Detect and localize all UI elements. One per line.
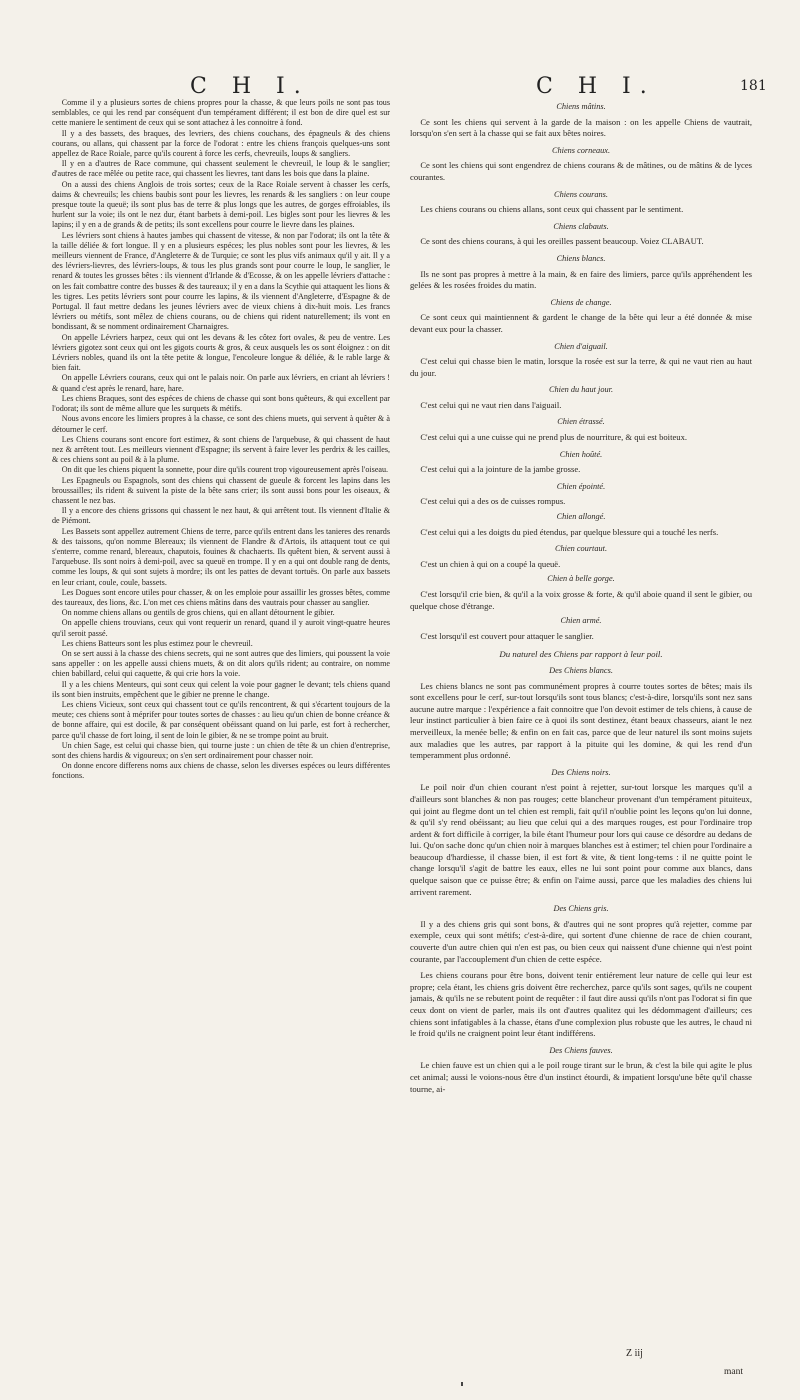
right-paragraph: Ce sont les chiens qui servent à la garde de la maison : on les appelle Chiens de vautrait, lorsqu'on s'en sert à la chasse qui se fait aux bêtes noires.: [410, 116, 752, 139]
right-paragraph: C'est celui qui a une cuisse qui ne prend plus de nourriture, & qui est boiteux.: [420, 432, 688, 443]
left-paragraph: Les Chiens courans sont encore fort estimez, & sont chiens de l'arquebuse, & qui chassent de haut nez & arrêtent tout. Les meilleurs viennent d'Espagne; ils servent à faire lever les perdrix & les cailles, & ces chiens sont au poil & à la plume.: [52, 434, 390, 465]
left-paragraph: On appelle Lévriers harpez, ceux qui ont les devans & les côtez fort ovales, & peu de ventre. Les lévriers gigotez sont ceux qui ont les gigots courts & gros, & ceux ausquels les os sont éloignez : on dit Lévriers nobles, quand ils ont la tête petite & longue, l'encoleure longue & déliée, & le rable large & bien fait.: [52, 332, 390, 373]
left-paragraph: On a aussi des chiens Anglois de trois sortes; ceux de la Race Roiale servent à chasser les cerfs, daims & chevreuils; les chiens baubis sont pour les lievres, les renards & les sangliers : on leur coupe presque toute la queuë; ils sont plus bas de terre & plus longs que les autres, de gorges effroiables, ils hurlent sur la voie; ils ont le nez dur, étant barbets à demi-poil. Les bigles sont pour les lievres & les lapins; il y en a de grands & de petits; ils sont excellens pour courre le lievre dans les plaines.: [52, 179, 390, 230]
signature-mark: Z iij: [626, 1348, 643, 1359]
left-paragraph: Nous avons encore les limiers propres à la chasse, ce sont des chiens muets, qui servent à quêter & à détourner le cerf.: [52, 414, 390, 434]
right-paragraph: Ce sont ceux qui maintiennent & gardent le change de la bête qui leur a été donnée & mise devant eux pour la chasser.: [410, 312, 752, 334]
ink-speck: [461, 1382, 463, 1386]
page-number: 181: [740, 78, 767, 94]
left-paragraph: Il y a encore des chiens grissons qui chassent le nez haut, & qui arrêtent tout. Ils viennent d'Italie & de Piémont.: [52, 506, 390, 526]
left-text-column: [52, 98, 390, 1342]
right-paragraph: Ils ne sont pas propres à mettre à la main, & en faire des limiers, parce qu'ils appréhendent les gelées & les rosées froides du matin.: [410, 268, 752, 291]
left-paragraph: Les Bassets sont appellez autrement Chiens de terre, parce qu'ils entrent dans les tanieres des renards & des taissons, qu'on nomme Blereaux; ils viennent de Flandre & d'Artois, ils attaquent tout ce qui s'enterre, comme renard, blereaux, chaputois, fouines & chachaerts. Ils quêtent bien, & servent aussi à l'arquebuse. Ils sont noirs à demi-poil, avec sa queuë en trompe. Il y en a qui ont double rang de dents, comme les loups, & qui sont sujets à mordre; ils ont les pattes de devant tortuës. On parle aux bassets en leur criant, coule, coule, bassets.: [52, 526, 390, 587]
left-paragraph: Les chiens Vicieux, sont ceux qui chassent tout ce qu'ils rencontrent, & qui s'écartent toujours de la meute; ces chiens sont à méprifer pour toutes sortes de chasses : au lieu qu'un chien de bonne créance & de bonne affaire, qui est docile, & par conséquent obéissant quand on lui parle, est fort à rechercher, parce qu'il chasse de fort loing, il sent de loin le gibier, & ne se trompe point au bruit.: [52, 699, 390, 740]
right-paragraph: C'est celui qui a la jointure de la jambe grosse.: [420, 464, 581, 475]
left-paragraph: On se sert aussi à la chasse des chiens secrets, qui ne sont autres que des limiers, qui poussent la voie sans appeller : on les appelle aussi chiens muets, & on dit alors qu'ils rident; au contraire, on nomme chien babillard, celui qui caquette, & qui crie hors la voie.: [52, 648, 390, 679]
section-subheading: Chien allongé.: [556, 512, 606, 522]
section-subheading: Chiens clabauts.: [553, 221, 609, 231]
left-paragraph: On donne encore differens noms aux chiens de chasse, selon les diverses espéces ou leurs différentes fonctions.: [52, 761, 390, 781]
left-paragraph: Les chiens Batteurs sont les plus estimez pour le chevreuil.: [61, 638, 253, 648]
section-subheading: Des Chiens fauves.: [549, 1045, 613, 1055]
section-subheading: Chien courtaut.: [554, 544, 608, 554]
section-subheading: Chiens mâtins.: [556, 102, 606, 111]
left-paragraph: Il y a les chiens Menteurs, qui sont ceux qui celent la voie pour gagner le devant; tels chiens quand ils sont bien instruits, empêchent que le gibier ne prenne le change.: [52, 679, 390, 699]
section-subheading: Chien armé.: [560, 616, 602, 626]
right-paragraph: Ce sont les chiens qui sont engendrez de chiens courans & de mâtines, ou de mâtins & de lyces courantes.: [410, 160, 752, 182]
right-paragraph: Le chien fauve est un chien qui a le poil rouge tirant sur le brun, & c'est la bile qui agite le plus cet animal; aussi le voions-nous être d'un instinct étourdi, & impatient lorsqu'une bête qu'il chasse tourne, ai-: [410, 1060, 752, 1094]
right-paragraph: C'est celui qui ne vaut rien dans l'aiguail.: [420, 399, 562, 410]
right-paragraph: Ce sont des chiens courans, à qui les oreilles passent beaucoup. Voiez CLABAUT.: [420, 236, 704, 247]
left-paragraph: Les chiens Braques, sont des espéces de chiens de chasse qui sont bons quêteurs, & qui excellent par l'odorat; ils sont de même allure que les surquets & métifs.: [52, 393, 390, 414]
right-paragraph: Le poil noir d'un chien courant n'est point à rejetter, sur-tout lorsque les marques qu'il a d'ailleurs sont blanches & non pas rouges; cette blancheur provenant d'un tempérament pituiteux, qui joint au flegme dont un tel chien est rempli, fait qu'il n'oublie point les leçons qu'on lui donne, & qu'il s'y rend obéissant; au lieu que celui qui a des marques rouges, est pour l'ordinaire trop ardent & fort difficile à corriger, la bile étant l'humeur pour lors qui cause ce désordre au dedans de lui. Qu'on sache donc qu'un chien noir à marques blanches est à estimer; tel chien pour l'ordinaire a beaucoup d'hardiesse, il chasse bien, il est fort & vite, & tient long-tems : il ne quitte point le change lorsqu'il s'agit de battre les eaux, elles ne lui sont point pour comme aux blancs, dans quelque saison que ce puisse être; & enfin on l'aime aussi, parce que les maladies des chiens lui arrivent rarement.: [410, 782, 752, 897]
left-paragraph: Il y en a d'autres de Race commune, qui chassent seulement le chevreuil, le loup & le sanglier; d'autres de race mêlée ou petite race, qui chassent les lievres, tant dans les bois que dans la plaine.: [52, 159, 390, 179]
section-subheading: Chiens courans.: [554, 189, 608, 199]
left-paragraph: Les Dogues sont encore utiles pour chasser, & on les emploie pour assaillir les grosses bêtes, comme des taureaux, des lions, &c. L'on met ces chiens mâtins dans des vautrais pour chasser au sanglier.: [52, 587, 390, 607]
section-subheading: Chien hoûté.: [559, 449, 603, 459]
section-subheading: Chien étrassé.: [557, 417, 605, 427]
left-paragraph: Un chien Sage, est celui qui chasse bien, qui tourne juste : un chien de tête & un chien d'entreprise, sont des chiens hardis & vigoureux; on s'en sert ordinairement pour chasser noir.: [52, 740, 390, 760]
left-paragraph: Les lévriers sont chiens à hautes jambes qui chassent de vitesse, & non par l'odorat; ils ont la tête & la taille déliée & fort longue. Il y en a plusieurs espéces; les plus nobles sont pour les lievres, & les meilleurs viennent de France, d'Angleterre & de Turquie; ce sont les plus vifs animaux qu'il y ait. Il y a des lévriers-lievres, des lévriers-loups, & tous les plus grands sont pour courre le loup, le sanglier, le renard & toutes les grosses bêtes : ils viennent d'Irlande & d'Ecosse, & on les appelle lévriers d'attache : on les fait combattre contre des busses & des taureaux; il y en a dans la Scythie qui attaquent les lions & les tigres. Les petits lévriers sont pour courre les lapins, & ils viennent d'Angleterre, d'Espagne & de Portugal. Il faut mettre dedans les jeunes lévriers avec de vieux chiens à dix-huit mois. Les francs lévriers ou métifs, sont mêlez de chiens courans, ou de chiens qui rident naturellement; ils vont en bondissant, & se nomment ordinairement Charnaigres.: [52, 230, 390, 332]
left-paragraph: On dit que les chiens piquent la sonnette, pour dire qu'ils courent trop vigoureusement après l'oiseau.: [61, 465, 389, 475]
catchword: mant: [724, 1367, 743, 1377]
right-paragraph: Les chiens blancs ne sont pas communément propres à courre toutes sortes de bêtes; mais ils sont excellens pour le cerf, sur-tout lorsqu'ils sont tous blancs; c'est-à-dire, lorsqu'ils sont nez sans aucune autre marque : l'expérience a fait connoitre que l'on devoit estimer de tels chiens, à cause de leur instinct particulier à bien faire ce à quoi ils sont destinez, étant beaux chasseurs, aiant le nez merveilleux, la menée belle; & enfin on en fait cas, parce que de leur naturel ils sont moins sujets aux maladies que les autres, par rapport à la pituite qui les domine, & qui les rend d'un temperamment plus ordonné.: [410, 680, 752, 761]
section-subheading: Chiens corneaux.: [551, 145, 611, 155]
right-paragraph: C'est celui qui a des os de cuisses rompus.: [420, 496, 566, 507]
section-subheading: Chiens blancs.: [556, 253, 606, 263]
section-subheading: Chien à belle gorge.: [547, 574, 615, 584]
right-paragraph: Il y a des chiens gris qui sont bons, & d'autres qui ne sont propres qu'à rejetter, comme par exemple, ceux qui sont métifs; c'est-à-dire, qui sortent d'une chienne de race de chien courant, couverte d'un autre chien qui n'en est pas, ou bien ceux qui naissent d'une chienne qui n'est point courante, par l'accouplement d'un chien de cette espéce.: [410, 918, 752, 964]
right-paragraph: C'est celui qui chasse bien le matin, lorsque la rosée est sur la terre, & qui ne vaut rien au haut du jour.: [410, 356, 752, 378]
right-paragraph: C'est lorsqu'il crie bien, & qu'il a la voix grosse & forte, & qu'il aboie quand il sent le gibier, ou quelque chose d'étrange.: [410, 589, 752, 611]
section-subheading: Des Chiens gris.: [553, 904, 609, 914]
right-paragraph: C'est lorsqu'il est couvert pour attaquer le sanglier.: [420, 630, 594, 641]
section-subheading: Chiens de change.: [550, 297, 612, 307]
left-paragraph: On nomme chiens allans ou gentils de gros chiens, qui en allant détournent le gibier.: [61, 608, 335, 618]
running-head-left: C H I.: [190, 74, 310, 99]
section-subheading: Chien d'aiguail.: [554, 341, 608, 351]
left-paragraph: Il y a des bassets, des braques, des levriers, des chiens couchans, des épagneuls & des chiens courans, ou allans, qui chassent par la force de l'odorat : entre les chiens françois quelques-uns sont appellez de Race Roiale, parce qu'ils courent à force les cerfs, chevreuils, loups & sangliers.: [52, 128, 390, 159]
right-paragraph: Les chiens courans pour être bons, doivent tenir entiérement leur nature de celle qui leur est propre; cela étant, les chiens gris doivent être recherchez, parce qu'ils sont sages, qu'ils ne coupent jamais, & qu'ils ne se rebutent point de requêter : il faut dire aussi qu'ils n'ont pas l'odorat si fin que ceux dont on vient de parler, mais ils ont d'autres qualitez qui les dédommagent d'ailleurs; ces chiens sont infatigables à la chasse, étans d'une complexion plus robuste que les autres, le chaud ni le froid qu'ils ne craignent point leur étant indifférens.: [410, 970, 752, 1039]
section-subheading: Des Chiens blancs.: [549, 665, 613, 675]
running-head-right: C H I.: [536, 74, 656, 99]
right-paragraph: Les chiens courans ou chiens allans, sont ceux qui chassent par le sentiment.: [420, 204, 684, 215]
section-subheading: Chien du haut jour.: [548, 385, 614, 395]
left-paragraph: Les Epagneuls ou Espagnols, sont des chiens qui chassent de gueule & forcent les lapins dans les broussailles; ils rident & suivent la piste de la bête sans crier; ils sont aussi bons pour les oiseaux, & chassent le nez bas.: [52, 475, 390, 505]
section-subheading: Chien épointé.: [556, 481, 606, 491]
right-paragraph: C'est celui qui a les doigts du pied étendus, par quelque blessure qui a touché les nerfs.: [420, 526, 719, 537]
left-paragraph: On appelle Lévriers courans, ceux qui ont le palais noir. On parle aux lévriers, en criant ah lévriers ! & quand c'est après le renard, hare, hare.: [52, 373, 390, 393]
left-paragraph: On appelle chiens trouvians, ceux qui vont requerir un renard, quand il y auroit vingt-quatre heures qu'il seroit passé.: [52, 618, 390, 638]
right-text-column: [410, 98, 752, 1342]
right-paragraph: C'est un chien à qui on a coupé la queuë.: [420, 558, 561, 569]
section-subheading: Des Chiens noirs.: [551, 767, 611, 777]
left-paragraph: Comme il y a plusieurs sortes de chiens propres pour la chasse, & que leurs poils ne sont pas tous semblables, ce qui les rend par conséquent d'un tempérament différent; il est bon de dire quel est sur cette maniere le sentiment de ceux qui se sont attachez à les connoitre à fond.: [52, 98, 390, 128]
section-heading: Du naturel des Chiens par rapport à leur poil.: [499, 649, 663, 660]
